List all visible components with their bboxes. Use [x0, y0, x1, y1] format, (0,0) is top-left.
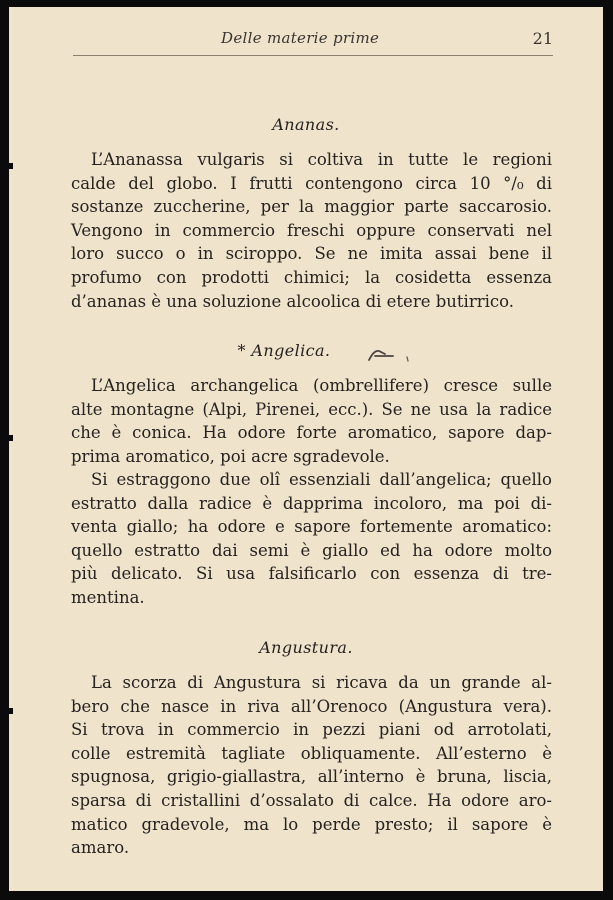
section-title-angelica: * Angelica.	[237, 341, 331, 360]
text-line: L’Angelica archangelica (ombrellifere) cresce sulle	[91, 376, 552, 395]
paragraph-angustura	[71, 671, 552, 860]
text-line: Vengono in commercio freschi oppure conservati nel	[71, 220, 552, 240]
text-line: d’ananas è una soluzione alcoolica di etere butirrico.	[71, 291, 514, 311]
text-line: La scorza di Angustura si ricava da un grande al-	[91, 673, 552, 692]
text-line: venta giallo; ha odore e sapore fortemente aromatico:	[71, 517, 552, 537]
text-line: sostanze zuccherine, per la maggior parte saccarosio.	[71, 197, 552, 217]
text-line: profumo con prodotti chimici; la cosidetta essenza	[71, 267, 552, 287]
text-line: estratto dalla radice è dapprima incoloro, ma poi di-	[71, 493, 552, 513]
text-line: alte montagne (Alpi, Pirenei, ecc.). Se ne usa la radice	[71, 399, 552, 419]
text-line: colle estremità tagliate obliquamente. All’esterno è	[71, 743, 552, 763]
text-line: che è conica. Ha odore forte aromatico, sapore dap-	[71, 423, 552, 443]
text-line: bero che nasce in riva all’Orenoco (Angustura vera).	[71, 696, 552, 716]
text-line: spugnosa, grigio-giallastra, all’interno è bruna, liscia,	[71, 767, 552, 787]
header-rule	[73, 55, 553, 56]
binding-notch	[9, 708, 13, 714]
text-line: quello estratto dai semi è giallo ed ha odore molto	[71, 540, 552, 560]
text-line: loro succo o in sciroppo. Se ne imita assai bene il	[71, 244, 552, 264]
text-line: mentina.	[71, 587, 145, 607]
text-line: Si estraggono due olî essenziali dall’angelica; quello	[91, 470, 552, 489]
text-line: prima aromatico, poi acre sgradevole.	[71, 446, 390, 466]
section-title-angustura: Angustura.	[259, 638, 353, 657]
handwritten-pencil-mark	[367, 343, 415, 365]
text-line: più delicato. Si usa falsificarlo con essenza di tre-	[71, 564, 552, 584]
paragraph-angelica-1	[71, 374, 552, 468]
paragraph-ananas	[71, 148, 552, 313]
binding-notch	[9, 163, 13, 169]
paragraph-angelica-2	[71, 468, 552, 610]
book-page	[9, 7, 603, 891]
binding-notch	[9, 435, 13, 441]
text-line: amaro.	[71, 838, 130, 858]
text-line: calde del globo. I frutti contengono circa 10 °/₀ di	[71, 173, 552, 193]
running-head	[9, 29, 603, 49]
section-title-ananas: Ananas.	[272, 115, 340, 134]
text-line: Si trova in commercio in pezzi piani od arrotolati,	[71, 720, 552, 740]
text-line: sparsa di cristallini d’ossalato di calce. Ha odore aro-	[71, 790, 552, 810]
page-number: 21	[532, 29, 553, 48]
running-title: Delle materie prime	[221, 29, 380, 47]
text-line: L’Ananassa vulgaris si coltiva in tutte le regioni	[91, 150, 552, 169]
text-line: matico gradevole, ma lo perde presto; il sapore è	[71, 814, 552, 834]
